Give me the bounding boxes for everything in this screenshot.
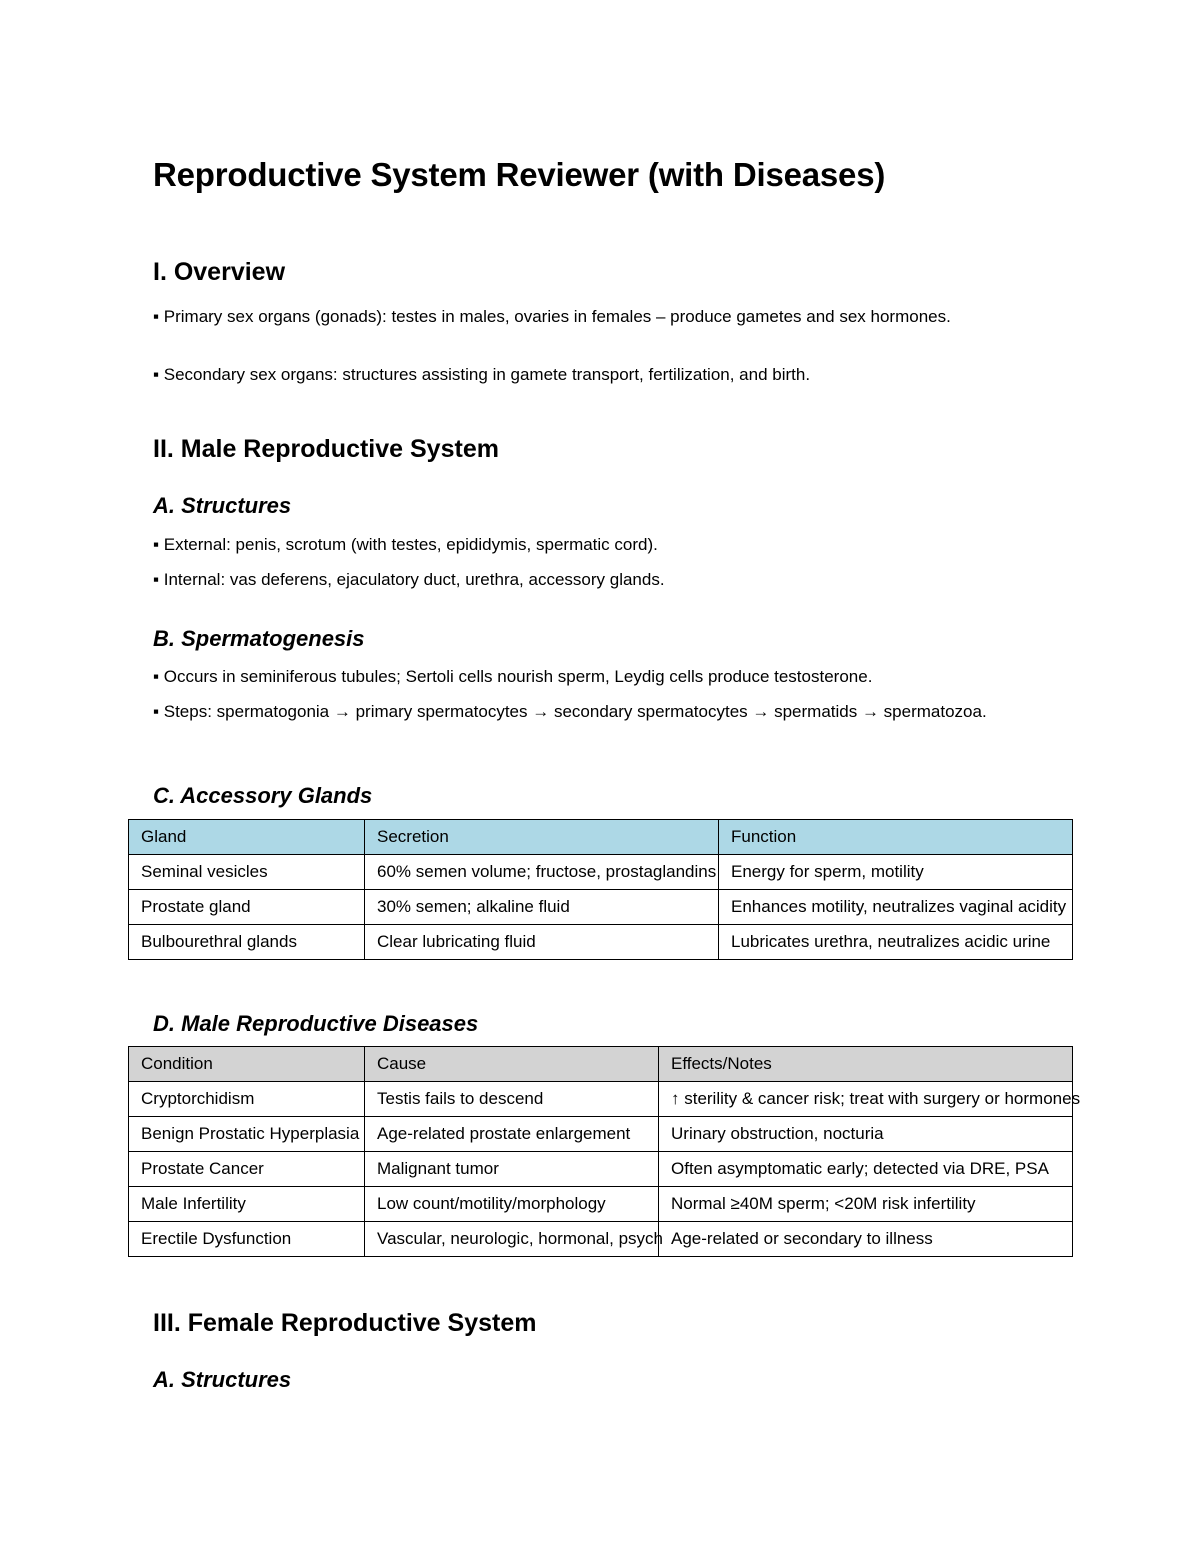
section-heading-female: III. Female Reproductive System: [153, 1309, 537, 1337]
column-header: Condition: [129, 1047, 365, 1082]
table-cell: Normal ≥40M sperm; <20M risk infertility: [659, 1187, 1073, 1222]
section-heading-overview: I. Overview: [153, 258, 286, 286]
subheading-male-diseases: D. Male Reproductive Diseases: [153, 1011, 479, 1036]
table-row: [129, 1117, 1073, 1152]
column-header: Secretion: [365, 820, 719, 855]
table-row: [129, 1187, 1073, 1222]
table-cell: Testis fails to descend: [365, 1082, 659, 1117]
subheading-accessory-glands: C. Accessory Glands: [153, 783, 373, 808]
table-cell: Cryptorchidism: [129, 1082, 365, 1117]
accessory-glands-table: [128, 819, 1073, 960]
table-row: [129, 1082, 1073, 1117]
spermatogenesis-bullet: ▪ Steps: spermatogonia → primary spermatocytes → secondary spermatocytes → spermatids → spermatozoa.: [153, 702, 987, 721]
table-row: [129, 1152, 1073, 1187]
overview-bullet: ▪ Primary sex organs (gonads): testes in males, ovaries in females – produce gametes and sex hormones.: [153, 307, 951, 326]
table-row: [129, 925, 1073, 960]
table-cell: Prostate gland: [129, 890, 365, 925]
document-title: Reproductive System Reviewer (with Diseases): [153, 156, 886, 193]
table-header-row: [129, 1047, 1073, 1082]
subheading-female-structures: A. Structures: [153, 1367, 292, 1392]
table-cell: Age-related or secondary to illness: [659, 1222, 1073, 1257]
table-cell: Often asymptomatic early; detected via DRE, PSA: [659, 1152, 1073, 1187]
table-cell: 60% semen volume; fructose, prostaglandins: [365, 855, 719, 890]
spermatogenesis-bullet: ▪ Occurs in seminiferous tubules; Sertoli cells nourish sperm, Leydig cells produce testosterone.: [153, 667, 873, 686]
subheading-male-structures: A. Structures: [153, 493, 292, 518]
column-header: Function: [719, 820, 1073, 855]
table-cell: Erectile Dysfunction: [129, 1222, 365, 1257]
column-header: Gland: [129, 820, 365, 855]
table-row: [129, 855, 1073, 890]
table-cell: Seminal vesicles: [129, 855, 365, 890]
male-structures-bullet: ▪ Internal: vas deferens, ejaculatory duct, urethra, accessory glands.: [153, 570, 665, 589]
table-cell: ↑ sterility & cancer risk; treat with surgery or hormones: [659, 1082, 1073, 1117]
table-cell: Energy for sperm, motility: [719, 855, 1073, 890]
male-diseases-table: [128, 1046, 1081, 1257]
overview-bullet: ▪ Secondary sex organs: structures assisting in gamete transport, fertilization, and birth.: [153, 365, 811, 384]
table-cell: Bulbourethral glands: [129, 925, 365, 960]
table-cell: Enhances motility, neutralizes vaginal acidity: [719, 890, 1073, 925]
table-cell: Lubricates urethra, neutralizes acidic urine: [719, 925, 1073, 960]
table-cell: Urinary obstruction, nocturia: [659, 1117, 1073, 1152]
table-cell: 30% semen; alkaline fluid: [365, 890, 719, 925]
table-header-row: [129, 820, 1073, 855]
table-cell: Benign Prostatic Hyperplasia: [129, 1117, 365, 1152]
table-cell: Malignant tumor: [365, 1152, 659, 1187]
table-cell: Age-related prostate enlargement: [365, 1117, 659, 1152]
table-cell: Clear lubricating fluid: [365, 925, 719, 960]
table-cell: Male Infertility: [129, 1187, 365, 1222]
table-cell: Low count/motility/morphology: [365, 1187, 659, 1222]
table-row: [129, 1222, 1073, 1257]
table-cell: Prostate Cancer: [129, 1152, 365, 1187]
table-cell: Vascular, neurologic, hormonal, psych: [365, 1222, 659, 1257]
table-row: [129, 890, 1073, 925]
column-header: Cause: [365, 1047, 659, 1082]
male-structures-bullet: ▪ External: penis, scrotum (with testes, epididymis, spermatic cord).: [153, 535, 658, 554]
subheading-spermatogenesis: B. Spermatogenesis: [153, 626, 365, 651]
section-heading-male: II. Male Reproductive System: [153, 435, 499, 463]
column-header: Effects/Notes: [659, 1047, 1073, 1082]
